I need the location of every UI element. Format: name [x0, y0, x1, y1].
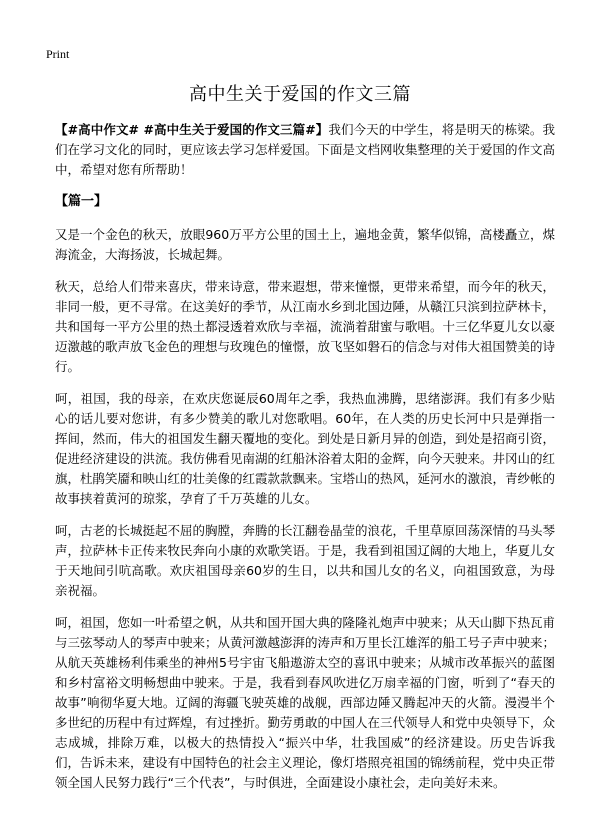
article-paragraph: 呵，祖国，我的母亲，在欢庆您诞辰60周年之季，我热血沸腾，思绪澎湃。我们有多少贴心的话儿要对您讲，有多少赞美的歌儿对您歌唱。60年，在人类的历史长河中只是弹指一挥间，然而，伟大的祖国发生翻天覆地的变化。到处是日新月异的创造，到处是招商引资，促进经济建设的洪流。我仿佛看见南湖的红船沐浴着太阳的金辉，向今天驶来。井冈山的红旗，杜鹃笑靥和映山红的壮美像的红霞款款飘来。宝塔山的热风，延河水的激浪，青纱帐的故事挟着黄河的琼浆，孕育了千万英雄的儿女。	[55, 391, 556, 506]
intro-text: 我们今天的中学生，将是明天的栋梁。我们在学习文化的同时，更应该去学习怎样爱国。下面是文档网收集整理的关于爱国的作文高中，希望对您有所帮助！	[55, 122, 556, 177]
article-paragraph: 呵，古老的长城挺起不屈的胸膛，奔腾的长江翻卷晶莹的浪花，千里草原回荡深情的马头琴声，拉萨林卡正传来牧民奔向小康的欢歌笑语。于是，我看到祖国辽阔的大地上，华夏儿女于天地间引吭高歌。欢庆祖国母亲60岁的生日，以共和国儿女的名义，向祖国致意，为母亲祝福。	[55, 523, 556, 598]
intro-tag: 【#高中作文# #高中生关于爱国的作文三篇#】	[55, 122, 329, 137]
section-heading: 【篇一】	[55, 194, 108, 209]
article-paragraph: 呵，祖国，您如一叶希望之帆，从共和国开国大典的隆隆礼炮声中驶来；从天山脚下热瓦甫与三弦琴动人的琴声中驶来；从黄河激越澎湃的涛声和万里长江雄浑的船工号子声中驶来；从航天英雄杨利伟乘坐的神州5号宇宙飞船遨游太空的喜讯中驶来；从城市改革振兴的蓝图和乡村富裕文明畅想曲中驶来。于是，我看到春风吹进亿万扇幸福的门窗，听到了“春天的故事”响彻华夏大地。辽阔的海疆飞驶英雄的战舰，西部边陲又腾起冲天的火箭。漫漫半个多世纪的历程中有过辉煌，有过挫折。勤劳勇敢的中国人在三代领导人和党中央领导下，众志成城，排除万难，以极大的热情投入“振兴中华，壮我国威”的经济建设。历史告诉我们，告诉未来，建设有中国特色的社会主义理论，像灯塔照亮祖国的锦绣前程，党中央正带领全国人民努力践行“三个代表”，与时俱进，全面建设小康社会，走向美好未来。	[55, 615, 556, 790]
article-paragraph: 又是一个金色的秋天，放眼960万平方公里的国土上，遍地金黄，繁华似锦，高楼矗立，煤海流金，大海扬波，长城起舞。	[55, 227, 555, 262]
intro-paragraph	[55, 120, 555, 180]
print-link[interactable]: Print	[46, 47, 70, 61]
article-body	[55, 120, 555, 805]
page-title: 高中生关于爱国的作文三篇	[189, 84, 411, 105]
article-paragraph: 秋天，总给人们带来喜庆，带来诗意，带来遐想，带来憧憬，更带来希望，而今年的秋天，非同一般，更不寻常。在这美好的季节，从江南水乡到北国边陲，从赣江只滨到拉萨林卡，共和国每一平方公里的热土都浸透着欢欣与幸福，流淌着甜蜜与歌唱。十三亿华夏儿女以豪迈激越的歌声放飞金色的理想与玫瑰色的憧憬，放飞坚如磐石的信念与对伟大祖国赞美的诗行。	[55, 279, 556, 374]
